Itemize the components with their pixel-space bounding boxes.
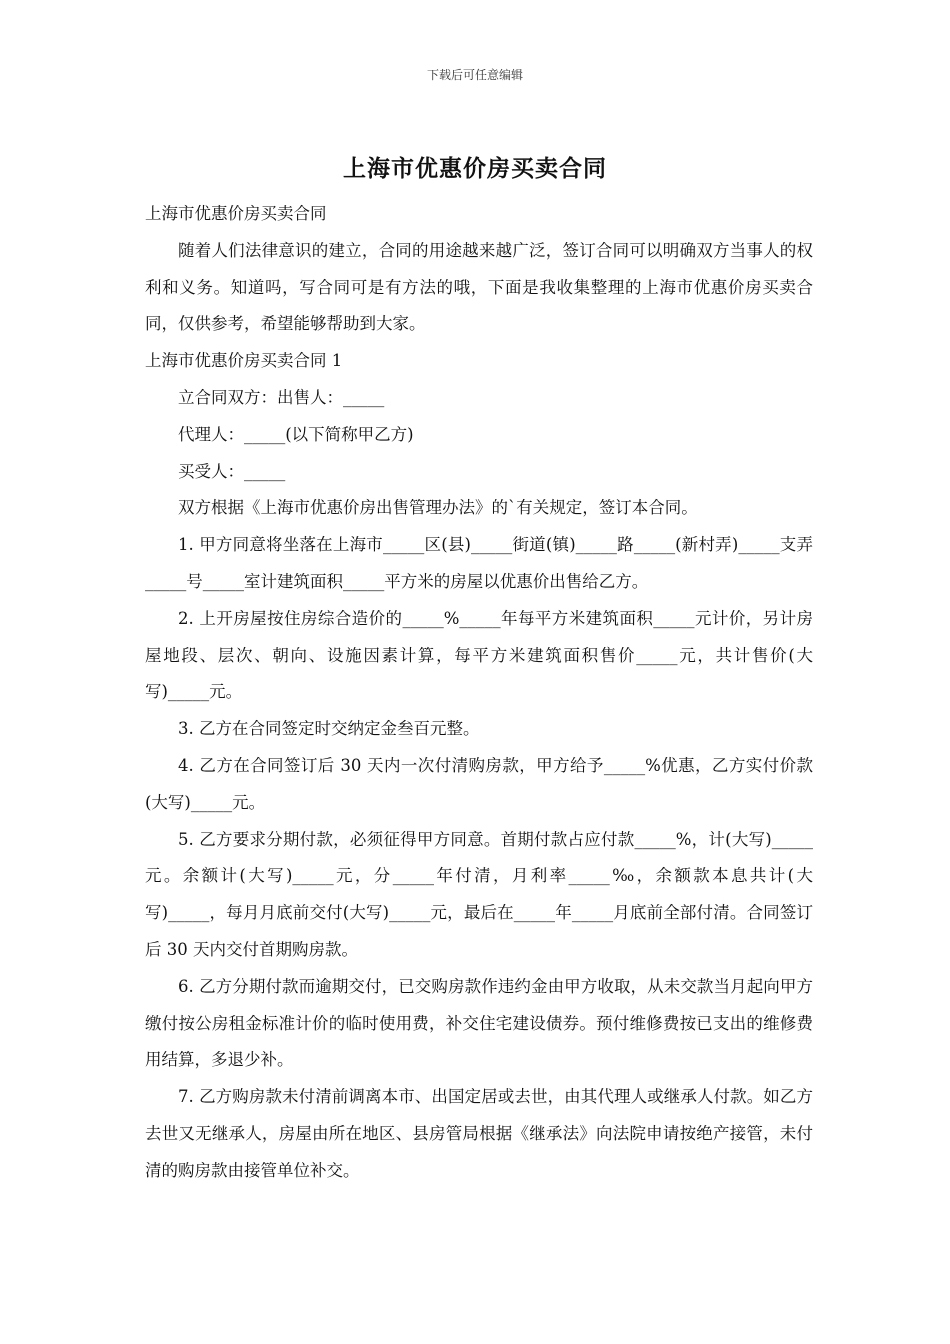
paragraph: 3. 乙方在合同签定时交纳定金叁百元整。 [178, 719, 480, 739]
paragraph: 买受人：_____ [178, 461, 286, 481]
paragraph: 代理人：_____(以下简称甲乙方) [178, 424, 414, 444]
paragraph: 1. 甲方同意将坐落在上海市_____区(县)_____街道(镇)_____路_____(新村弄)_____支弄_____号_____室计建筑面积_____平方米的房屋以优惠价出售给乙方。 [145, 535, 813, 591]
paragraph: 双方根据《上海市优惠价房出售管理办法》的`有关规定，签订本合同。 [178, 498, 698, 518]
document-title: 上海市优惠价房买卖合同 [343, 155, 607, 182]
paragraph: 2. 上开房屋按住房综合造价的_____%_____年每平方米建筑面积_____元计价，另计房屋地段、层次、朝向、设施因素计算，每平方米建筑面积售价_____元，共计售价(大写)_____元。 [145, 608, 813, 702]
paragraph: 立合同双方：出售人：_____ [178, 387, 385, 407]
header-note: 下载后可任意编辑 [426, 68, 523, 82]
document-body [145, 196, 813, 1190]
paragraph: 5. 乙方要求分期付款，必须征得甲方同意。首期付款占应付款_____%，计(大写)_____元。余额计(大写)_____元，分_____年付清，月利率_____‰，余额款本息共计(大写)_____，每月月底前交付(大写)_____元，最后在_____年_____月底前全部付清。合同签订后 30 天内交付首期购房款。 [145, 829, 813, 959]
paragraph: 4. 乙方在合同签订后 30 天内一次付清购房款，甲方给予_____%优惠，乙方实付价款(大写)_____元。 [145, 755, 813, 812]
paragraph: 上海市优惠价房买卖合同 1 [145, 351, 343, 371]
paragraph: 6. 乙方分期付款而逾期交付，已交购房款作违约金由甲方收取，从未交款当月起向甲方缴付按公房租金标准计价的临时使用费，补交住宅建设债券。预付维修费按已支出的维修费用结算，多退少补。 [145, 976, 813, 1070]
paragraph: 上海市优惠价房买卖合同 [145, 204, 327, 223]
paragraph: 随着人们法律意识的建立，合同的用途越来越广泛，签订合同可以明确双方当事人的权利和义务。知道吗，写合同可是有方法的哦，下面是我收集整理的上海市优惠价房买卖合同，仅供参考，希望能够帮助到大家。 [145, 240, 813, 334]
paragraph: 7. 乙方购房款未付清前调离本市、出国定居或去世，由其代理人或继承人付款。如乙方去世又无继承人，房屋由所在地区、县房管局根据《继承法》向法院申请按绝产接管，未付清的购房款由接管单位补交。 [145, 1087, 813, 1180]
